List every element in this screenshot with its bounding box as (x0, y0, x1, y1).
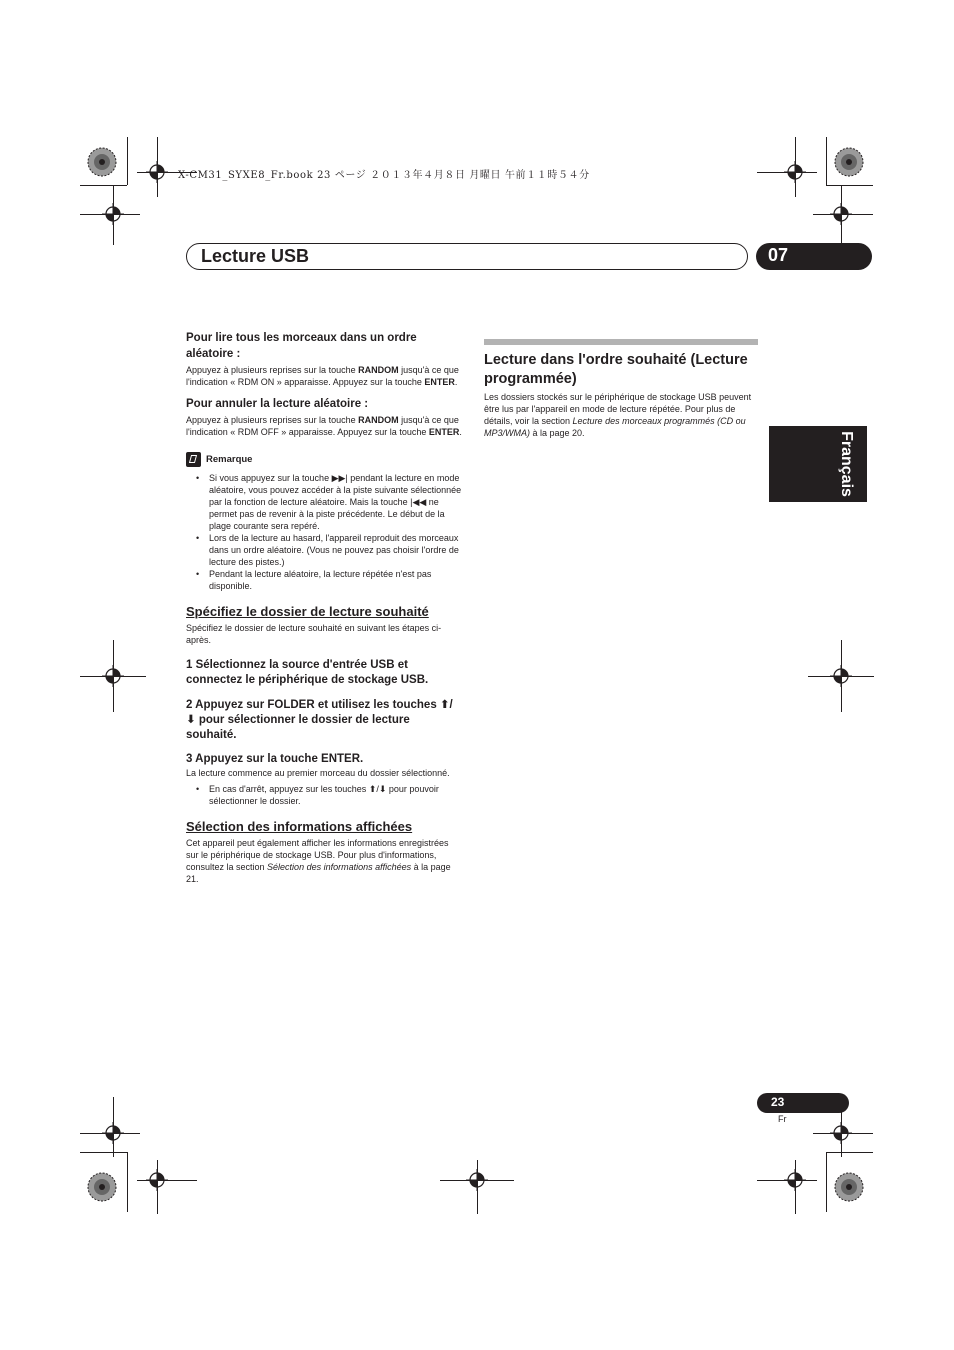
folder-intro: Spécifiez le dossier de lecture souhaité en suivant les étapes ci-après. (186, 623, 442, 645)
left-column (186, 330, 462, 885)
color-rosette-icon (87, 1172, 117, 1202)
step-3-text: La lecture commence au premier morceau du dossier sélectionné. (186, 768, 450, 778)
color-rosette-icon (834, 1172, 864, 1202)
color-rosette-icon (834, 147, 864, 177)
registration-mark-icon (784, 161, 806, 183)
step-3-bullet: • En cas d'arrêt, appuyez sur les touches ⬆/⬇ pour pouvoir sélectionner le dossier. (209, 783, 462, 807)
step-3-bullets (186, 783, 462, 807)
folder-section-heading: Spécifiez le dossier de lecture souhaité (186, 604, 429, 619)
random-paragraph: Appuyez à plusieurs reprises sur la touche RANDOM jusqu'à ce que l'indication « RDM ON » apparaisse. Appuyez sur la touche ENTER. (186, 365, 459, 387)
page-language: Fr (778, 1114, 787, 1124)
cancel-random-paragraph: Appuyez à plusieurs reprises sur la touche RANDOM jusqu'à ce que l'indication « RDM OFF » apparaisse. Appuyez sur la touche ENTER. (186, 415, 462, 437)
note-item: • Si vous appuyez sur la touche ▶▶| pendant la lecture en mode aléatoire, vous pouvez accéder à la piste suivante sélectionnée par la fonction de lecture aléatoire. Mais la touche |◀◀ ne permet pas de revenir à la piste précédente. Le début de la plage courante sera repéré. (209, 472, 462, 532)
registration-mark-icon (830, 203, 852, 225)
cancel-random-heading: Pour annuler la lecture aléatoire : (186, 398, 369, 410)
info-section-heading: Sélection des informations affichées (186, 819, 413, 834)
registration-mark-icon (102, 1122, 124, 1144)
right-column (484, 339, 758, 439)
section-title: Lecture USB (201, 246, 310, 266)
chapter-number: 07 (768, 245, 789, 265)
language-tab-label: Français (838, 431, 855, 497)
language-tab (769, 426, 867, 502)
registration-mark-icon (102, 203, 124, 225)
registration-mark-icon (146, 161, 168, 183)
registration-mark-icon (830, 665, 852, 687)
registration-mark-icon (146, 1169, 168, 1191)
registration-mark-icon (466, 1169, 488, 1191)
note-list (186, 472, 462, 592)
page-number: 23 (771, 1095, 785, 1109)
chapter-badge (756, 243, 872, 270)
step-2: 2 Appuyez sur FOLDER et utilisez les touches ⬆/⬇ pour sélectionner le dossier de lecture souhaité. (186, 699, 453, 741)
note-pencil-icon (186, 452, 201, 467)
programmed-heading: Lecture dans l'ordre souhaité (Lecture programmée) (484, 352, 748, 387)
registration-mark-icon (784, 1169, 806, 1191)
note-label: Remarque (206, 454, 253, 465)
color-rosette-icon (87, 147, 117, 177)
print-book-line: X-CM31_SYXE8_Fr.book 23 ページ ２０１３年４月８日 月曜日 午前１１時５４分 (178, 170, 590, 181)
random-heading: Pour lire tous les morceaux dans un ordre aléatoire : (186, 332, 417, 360)
step-3: 3 Appuyez sur la touche ENTER. (186, 753, 364, 765)
info-paragraph: Cet appareil peut également afficher les informations enregistrées sur le périphérique de stockage USB. Pour plus d'informations, consultez la section Sélection des informations affichées à la page 21. (186, 838, 451, 884)
registration-mark-icon (102, 665, 124, 687)
page-number-badge (757, 1093, 849, 1113)
programmed-paragraph: Les dossiers stockés sur le périphérique de stockage USB peuvent être lus par l'appareil en mode de lecture répétée. Pour plus de détails, voir la section Lecture des morceaux programmés (CD ou MP3/WMA) à la page 20. (484, 392, 752, 438)
section-divider-bar (484, 339, 758, 345)
step-1: 1 Sélectionnez la source d'entrée USB et connectez le périphérique de stockage USB. (186, 659, 429, 686)
note-item: • Pendant la lecture aléatoire, la lecture répétée n'est pas disponible. (209, 568, 462, 592)
note-header (186, 452, 462, 467)
section-title-box (186, 243, 748, 270)
note-item: • Lors de la lecture au hasard, l'appareil reproduit des morceaux dans un ordre aléatoire. (Vous ne pouvez pas choisir l'ordre de lecture des pistes.) (209, 532, 462, 568)
registration-mark-icon (830, 1122, 852, 1144)
